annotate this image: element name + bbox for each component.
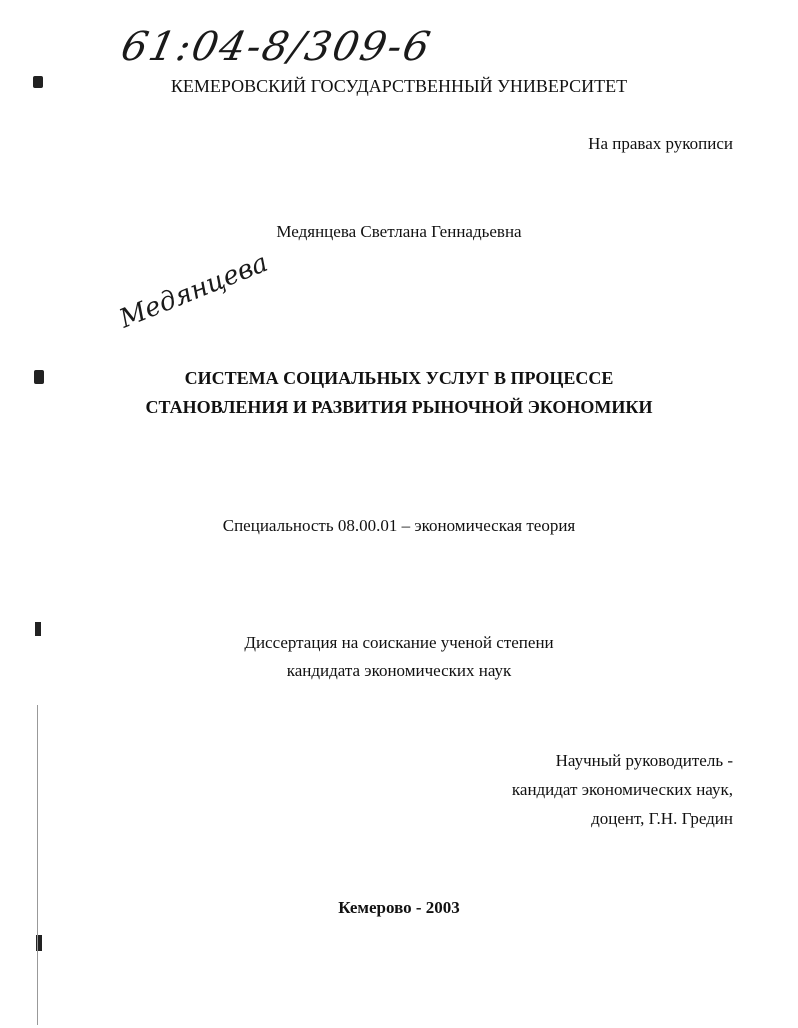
supervisor-degree: кандидат экономических наук, — [511, 780, 733, 799]
scan-artifact — [37, 705, 38, 1025]
university-name: КЕМЕРОВСКИЙ ГОСУДАРСТВЕННЫЙ УНИВЕРСИТЕТ — [170, 76, 628, 96]
supervisor-role: Научный руководитель - — [555, 751, 733, 770]
svg-text:Медянцева: Медянцева — [115, 247, 273, 335]
handwritten-signature — [115, 247, 273, 340]
author-name: Медянцева Светлана Геннадьевна — [276, 222, 522, 241]
svg-text:61:04-8/309-6: 61:04-8/309-6 — [117, 22, 437, 70]
city-year: Кемерово - 2003 — [338, 898, 460, 917]
degree-line-1: Диссертация на соискание ученой степени — [244, 633, 554, 652]
dissertation-title-line-2: СТАНОВЛЕНИЯ И РАЗВИТИЯ РЫНОЧНОЙ ЭКОНОМИКИ — [145, 397, 653, 417]
specialty: Специальность 08.00.01 – экономическая теория — [222, 516, 576, 535]
supervisor-name: доцент, Г.Н. Гредин — [591, 809, 733, 828]
degree-line-2: кандидата экономических наук — [286, 661, 512, 680]
dissertation-title-line-1: СИСТЕМА СОЦИАЛЬНЫХ УСЛУГ В ПРОЦЕССЕ — [184, 368, 614, 388]
manuscript-rights: На правах рукописи — [588, 134, 733, 153]
handwritten-archive-number — [117, 14, 455, 74]
